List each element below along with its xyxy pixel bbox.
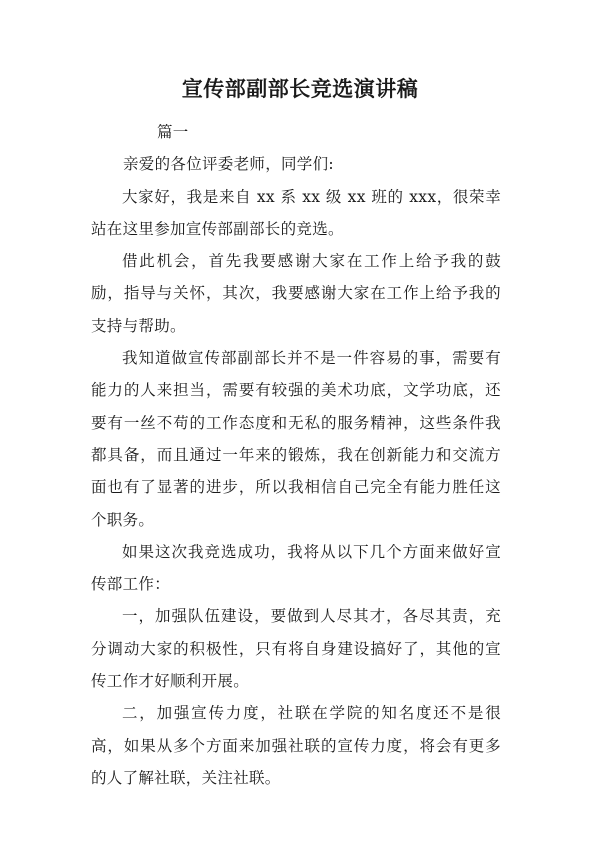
greeting: 亲爱的各位评委老师，同学们:: [123, 155, 334, 174]
paragraph-plan-intro: 如果这次我竞选成功，我将从以下几个方面来做好宣传部工作：: [91, 542, 501, 594]
paragraph-plan-one: 一，加强队伍建设，要做到人尽其才，各尽其责，充分调动大家的积极性，只有将自身建设搞好了，其他的宣传工作才好顺利开展。: [91, 607, 501, 691]
paragraph-thanks: 借此机会，首先我要感谢大家在工作上给予我的鼓励，指导与关怀，其次，我要感谢大家在工作上给予我的支持与帮助。: [91, 252, 501, 335]
paragraph-qualifications: 我知道做宣传部副部长并不是一件容易的事，需要有能力的人来担当，需要有较强的美术功底，文学功底，还要有一丝不苟的工作态度和无私的服务精神，这些条件我都具备，而且通过一年来的锻炼，我在创新能力和交流方面也有了显著的进步，所以我相信自己完全有能力胜任这个职务。: [91, 349, 501, 529]
paragraph-plan-two: 二，加强宣传力度，社联在学院的知名度还不是很高，如果从多个方面来加强社联的宣传力度，将会有更多的人了解社联，关注社联。: [91, 704, 501, 787]
document-title: 宣传部副部长竞选演讲稿: [181, 76, 419, 101]
document-body: [91, 116, 501, 794]
section-label: 篇一: [157, 123, 189, 141]
paragraph-intro: 大家好，我是来自 xx 系 xx 级 xx 班的 xxx，很荣幸站在这里参加宣传部副部长的竞选。: [91, 187, 501, 238]
